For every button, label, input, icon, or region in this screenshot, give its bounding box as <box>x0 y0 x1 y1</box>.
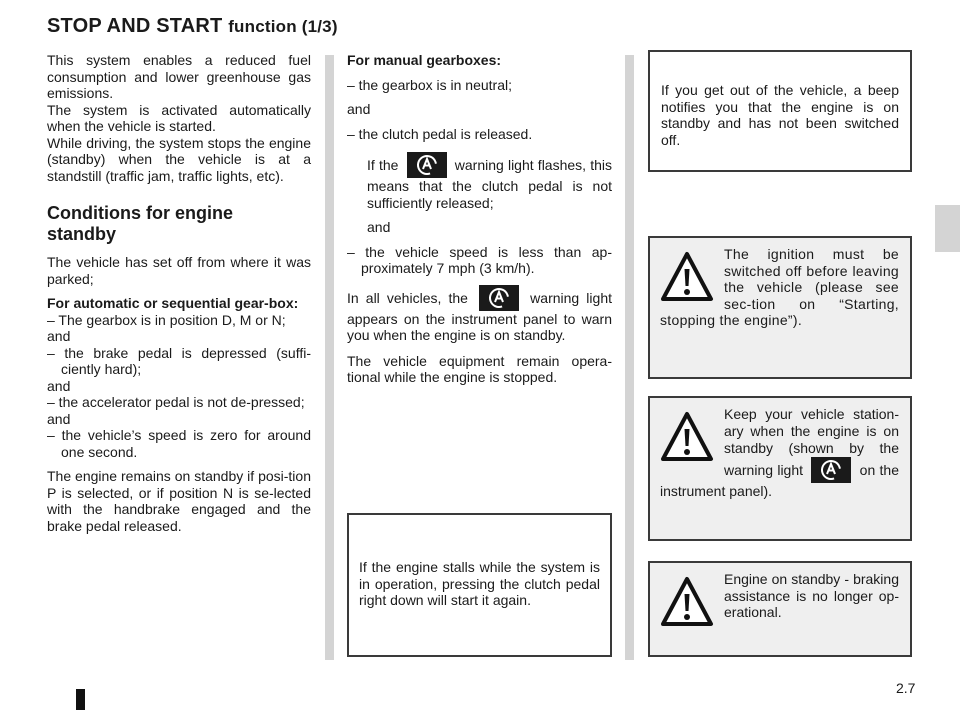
footer-mark <box>76 689 85 710</box>
manual-heading: For manual gearboxes: <box>347 52 502 68</box>
stall-note-box <box>347 513 612 657</box>
stationary-warning-box <box>648 396 912 541</box>
manual-item-neutral: – the gearbox is in neutral; <box>347 76 512 93</box>
column-divider-2 <box>625 55 634 660</box>
equipment-paragraph: The vehicle equipment remain opera-tional while the engine is stopped. <box>347 352 612 385</box>
beep-note-text: If you get out of the vehicle, a beep notifies you that the engine is on standby and has not been switched off. <box>661 82 899 148</box>
flash-text-after: warning light flashes, this means that the clutch pedal is not sufficiently released; <box>367 157 613 211</box>
manual-item-clutch: – the clutch pedal is released. <box>347 125 533 142</box>
intro-paragraph-2: The system is activated automatically when the vehicle is started. <box>47 101 311 134</box>
manual-and-1: and <box>347 101 371 117</box>
section-heading: Conditions for engine standby <box>47 203 233 244</box>
auto-item-4: – the vehicle’s speed is zero for around one second. <box>47 427 311 460</box>
auto-and-3: and <box>47 410 71 427</box>
auto-and-1: and <box>47 328 71 344</box>
warning-triangle-icon <box>660 410 714 464</box>
manual-item-speed: – the vehicle speed is less than ap-proximately 7 mph (3 km/h). <box>347 243 612 276</box>
section-tab <box>935 205 960 252</box>
title-main: STOP AND START <box>47 15 223 37</box>
page-number: 2.7 <box>896 680 916 696</box>
auto-stop-start-icon <box>407 152 447 178</box>
flash-warning-paragraph <box>347 152 612 211</box>
intro-paragraph-3: While driving, the system stops the engine (standby) when the vehicle is at a standstill (traffic jam, traffic lights, etc). <box>47 134 311 184</box>
column-2 <box>347 52 612 386</box>
page-title <box>47 14 338 39</box>
warning-triangle-icon <box>660 575 714 629</box>
automatic-heading: For automatic or sequential gear-box: <box>47 295 299 311</box>
braking-warning-box <box>648 561 912 657</box>
auto-stop-start-icon <box>811 457 851 483</box>
auto-and-2: and <box>47 377 71 394</box>
title-suffix: function (1/3) <box>228 17 338 36</box>
intro-paragraph-1: This system enables a reduced fuel consumption and lower greenhouse gas emissions. <box>47 52 311 101</box>
warning-triangle-icon <box>660 250 714 304</box>
auto-stop-start-icon <box>479 285 519 311</box>
ignition-warning-box <box>648 236 912 379</box>
column-divider-1 <box>325 55 334 660</box>
standby-remains-paragraph: The engine remains on standby if posi-tion P is selected, or if position N is se-lected with the handbrake engaged and the brake pedal released. <box>47 468 311 534</box>
braking-warning-text: Engine on standby - braking assistance is no longer op-erational. <box>724 571 899 620</box>
ignition-warning-text: The ignition must be switched off before leaving the vehicle (please see sec-tion on “Starting, stopping the engine”). <box>660 246 899 328</box>
all-text-before: In all vehicles, the <box>347 289 468 306</box>
stationary-text-before: Keep your vehicle station-ary when the engine is on standby (shown by the warning light <box>724 406 899 478</box>
all-text-after: warning light appears on the instrument panel to warn you when the engine is on standby. <box>347 289 612 343</box>
stall-note-text: If the engine stalls while the system is in operation, pressing the clutch pedal right down will start it again. <box>359 559 600 608</box>
auto-item-2: – the brake pedal is depressed (suffi-ciently hard); <box>47 344 311 377</box>
column-1 <box>47 52 311 534</box>
all-vehicles-paragraph <box>347 285 612 344</box>
auto-item-3: – the accelerator pedal is not de-pressed; <box>47 394 305 410</box>
beep-note-box <box>648 50 912 172</box>
manual-and-2: and <box>367 219 391 235</box>
flash-text-before: If the <box>367 157 399 173</box>
stationary-text-after: on the instrument panel). <box>660 462 899 499</box>
parked-condition: The vehicle has set off from where it was parked; <box>47 254 311 287</box>
auto-item-1: – The gearbox is in position D, M or N; <box>47 311 286 328</box>
